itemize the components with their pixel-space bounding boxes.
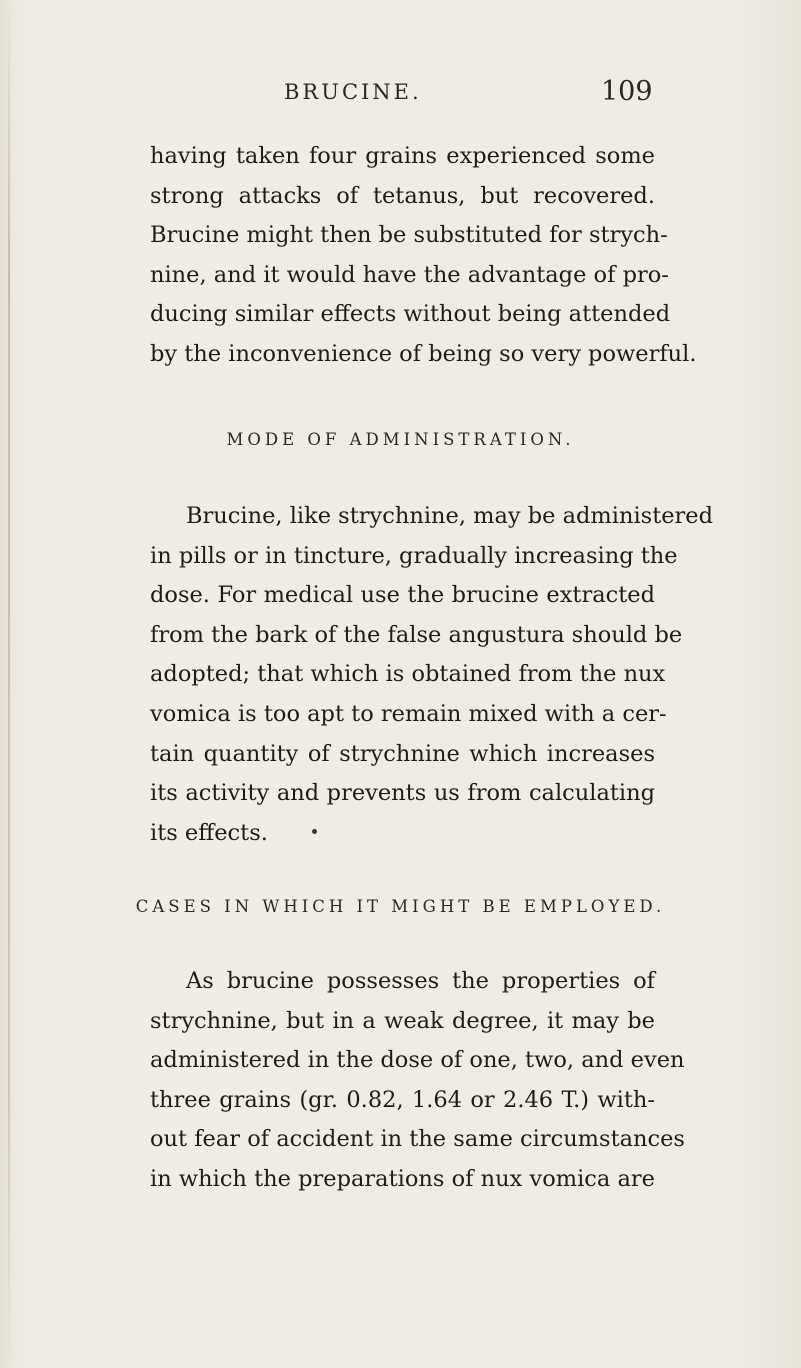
paragraph-1 — [150, 137, 697, 375]
running-head: BRUCINE. — [284, 80, 422, 104]
paragraph-3 — [150, 962, 685, 1200]
text-line: vomica is too apt to remain mixed with a cer- — [150, 700, 667, 727]
paragraph-2 — [150, 497, 714, 853]
ink-speck — [312, 829, 317, 834]
text-line: its effects. — [150, 819, 268, 846]
page-number: 109 — [601, 76, 653, 107]
text-line: Brucine, like strychnine, may be administered — [186, 503, 714, 529]
text-line: strychnine, but in a weak degree, it may be — [150, 1007, 655, 1034]
text-line: As brucine possesses the properties of — [186, 968, 655, 994]
section-heading-mode-of-administration: MODE OF ADMINISTRATION. — [226, 430, 575, 449]
text-line: ducing similar effects without being attended — [150, 301, 671, 328]
page-header — [0, 72, 801, 112]
text-line: in which the preparations of nux vomica are — [150, 1165, 655, 1192]
text-line: its activity and prevents us from calculating — [150, 780, 655, 807]
text-line: from the bark of the false angustura should be — [150, 621, 683, 648]
text-line: by the inconvenience of being so very powerful. — [150, 340, 697, 367]
text-line: tain quantity of strychnine which increases — [150, 740, 655, 767]
text-line: administered in the dose of one, two, and even — [150, 1047, 685, 1074]
section-heading-cases: CASES IN WHICH IT MIGHT BE EMPLOYED. — [135, 897, 666, 916]
text-line: adopted; that which is obtained from the nux — [150, 661, 666, 688]
text-line: strong attacks of tetanus, but recovered. — [150, 182, 655, 209]
text-line: dose. For medical use the brucine extracted — [150, 582, 655, 609]
text-line: nine, and it would have the advantage of pro- — [150, 261, 669, 288]
page-edge-shadow — [8, 0, 10, 1368]
text-line: in pills or in tincture, gradually increasing the — [150, 542, 678, 569]
text-line: out fear of accident in the same circumstances — [150, 1126, 685, 1153]
text-line: having taken four grains experienced some — [150, 143, 655, 169]
text-line: three grains (gr. 0.82, 1.64 or 2.46 T.) with- — [150, 1086, 655, 1113]
text-line: Brucine might then be substituted for strych- — [150, 222, 668, 249]
